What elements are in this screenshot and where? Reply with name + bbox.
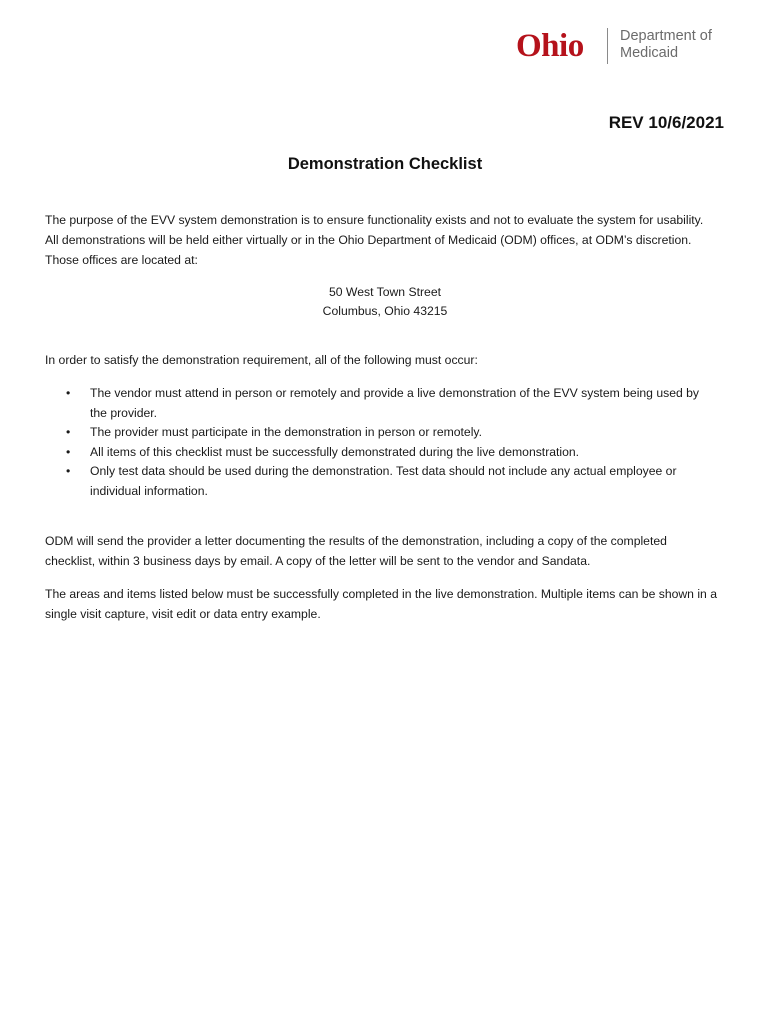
requirement-intro-paragraph: In order to satisfy the demonstration requirement, all of the following must occur:	[45, 353, 478, 367]
logo-dept-line2: Medicaid	[620, 45, 679, 61]
list-item-text: The provider must participate in the demonstration in person or remotely.	[90, 425, 482, 439]
list-item	[45, 443, 717, 463]
logo-department-text	[620, 28, 712, 62]
bullet-icon: •	[66, 464, 71, 478]
list-item-text: All items of this checklist must be successfully demonstrated during the live demonstration.	[90, 444, 580, 459]
purpose-paragraph: The purpose of the EVV system demonstration is to ensure functionality exists and not to evaluate the system for usability. All demonstrations will be held either virtually or in the Ohio Department of Medicaid (ODM) offices, at ODM’s discretion. Those offices are located at:	[45, 213, 704, 267]
requirement-list	[45, 384, 717, 501]
logo-dept-line1: Department of	[620, 28, 712, 44]
address-line2: Columbus, Ohio 43215	[322, 304, 448, 318]
list-item	[45, 384, 717, 423]
bullet-icon: •	[66, 444, 71, 459]
logo-ohio-wordmark: Ohio	[516, 28, 584, 64]
list-item	[45, 462, 717, 501]
list-item-text: The vendor must attend in person or remotely and provide a live demonstration of the EVV system being used by the provider.	[90, 386, 700, 420]
logo-divider	[607, 28, 608, 64]
ohio-medicaid-logo	[516, 24, 731, 68]
letter-paragraph: ODM will send the provider a letter documenting the results of the demonstration, including a copy of the completed checklist, within 3 business days by email. A copy of the letter will be sent to the vendor and Sandata.	[45, 534, 667, 568]
list-item	[45, 423, 717, 443]
areas-paragraph: The areas and items listed below must be successfully completed in the live demonstration. Multiple items can be shown in a single visit capture, visit edit or data entry example.	[45, 587, 717, 621]
revision-date: REV 10/6/2021	[608, 113, 724, 132]
bullet-icon: •	[66, 386, 71, 400]
document-title: Demonstration Checklist	[287, 155, 483, 173]
office-address	[0, 283, 770, 321]
address-line1: 50 West Town Street	[328, 285, 441, 299]
list-item-text: Only test data should be used during the demonstration. Test data should not include any actual employee or individual information.	[90, 464, 677, 498]
bullet-icon: •	[66, 425, 71, 439]
